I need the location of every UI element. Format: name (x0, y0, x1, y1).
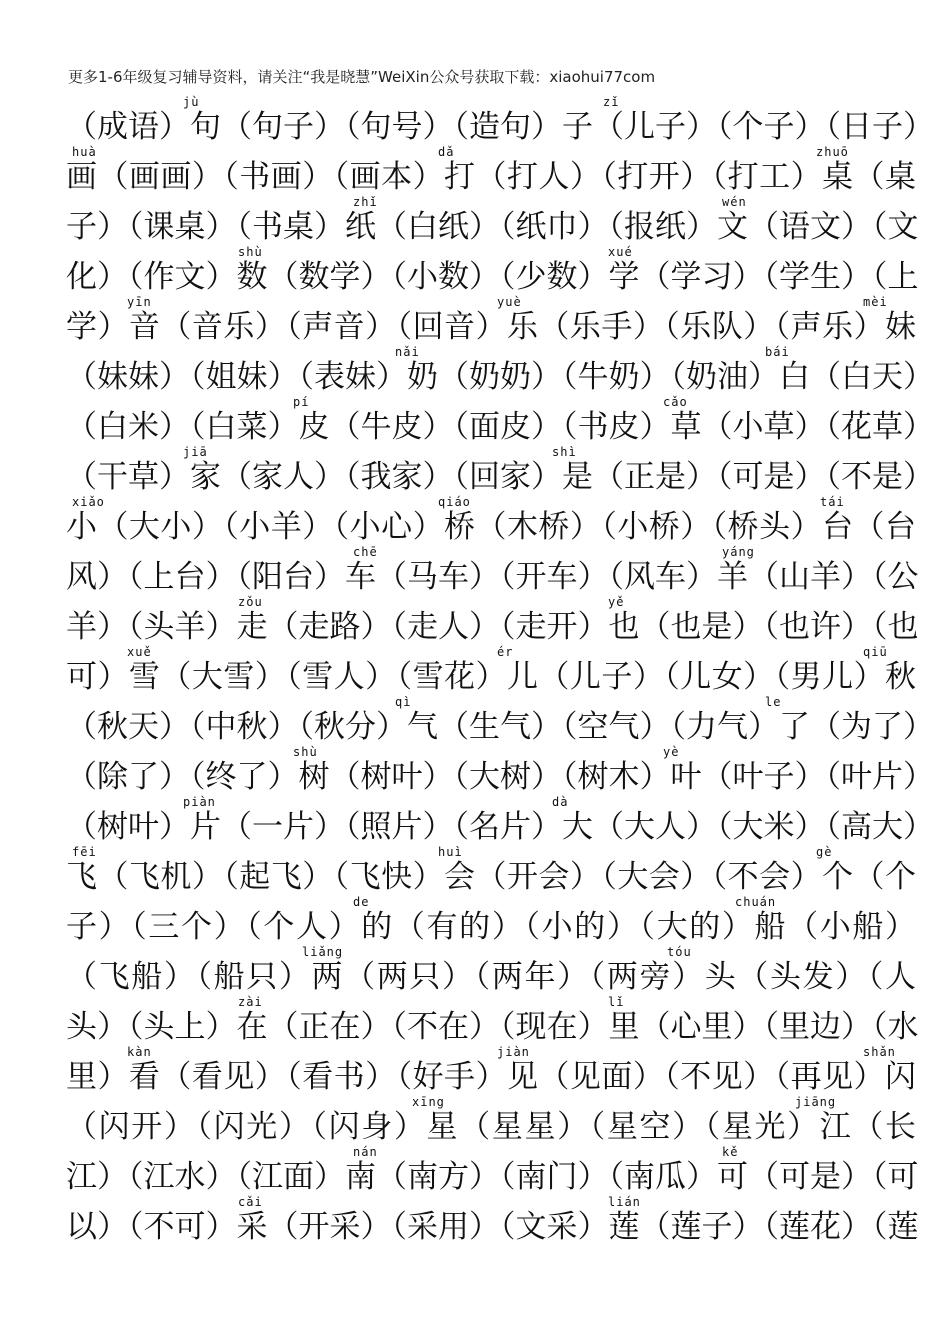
pinyin-annotation: tóu (667, 945, 692, 959)
vocab-line (66, 1144, 919, 1195)
vocab-line (66, 494, 916, 544)
pinyin-annotation: huì (438, 845, 463, 859)
vocab-line (66, 944, 916, 994)
vocab-line (66, 444, 934, 495)
vocab-line (66, 244, 919, 295)
vocab-line-text: 化）（作文）数（数学）（小数）（少数）学（学习）（学生）（上 (66, 259, 919, 295)
vocab-line-text: 飞（飞机）（起飞）（飞快）会（开会）（大会）（不会）个（个 (66, 859, 916, 895)
vocab-line-text: （妹妹）（姐妹）（表妹）奶（奶奶）（牛奶）（奶油）白（白天） (66, 359, 934, 395)
pinyin-annotation: wén (722, 195, 747, 209)
pinyin-annotation: cǎi (238, 1195, 263, 1209)
pinyin-annotation: jù (183, 95, 200, 109)
vocab-line-text: 画（画画）（书画）（画本）打（打人）（打开）（打工）桌（桌 (66, 159, 916, 195)
pinyin-annotation: lǐ (608, 995, 625, 1009)
vocab-line-text: （树叶）片（一片）（照片）（名片）大（大人）（大米）（高大） (66, 809, 934, 845)
vocab-line-text: （干草）家（家人）（我家）（回家）是（正是）（可是）（不是） (66, 459, 934, 495)
pinyin-annotation: shì (552, 445, 577, 459)
vocab-line (66, 1194, 919, 1245)
vocab-line (66, 94, 934, 145)
pinyin-annotation: yě (608, 595, 625, 609)
vocab-line-text: 可）雪（大雪）（雪人）（雪花）儿（儿子）（儿女）（男儿）秋 (66, 659, 916, 695)
pinyin-annotation: shù (238, 245, 263, 259)
vocab-line (66, 594, 919, 645)
pinyin-annotation: dà (552, 795, 569, 809)
pinyin-annotation: xué (608, 245, 633, 259)
pinyin-annotation: xīng (412, 1095, 445, 1109)
vocab-line (66, 694, 934, 745)
vocab-line (66, 1044, 916, 1094)
pinyin-annotation: tái (820, 495, 845, 509)
pinyin-annotation: jiāng (795, 1095, 837, 1109)
pinyin-annotation: pí (293, 395, 310, 409)
vocab-line-text: 学）音（音乐）（声音）（回音）乐（乐手）（乐队）（声乐）妹 (66, 309, 916, 345)
pinyin-annotation: yīn (127, 295, 152, 309)
pinyin-annotation: fēi (72, 845, 97, 859)
pinyin-annotation: shù (293, 745, 318, 759)
pinyin-annotation: chē (353, 545, 378, 559)
pinyin-annotation: yè (663, 745, 680, 759)
pinyin-annotation: ér (497, 645, 514, 659)
pinyin-annotation: jiā (183, 445, 208, 459)
vocabulary-list (66, 94, 934, 1245)
pinyin-annotation: shǎn (863, 1045, 896, 1059)
pinyin-annotation: dǎ (438, 145, 455, 159)
vocab-line-text: （成语）句（句子）（句号）（造句）子（儿子）（个子）（日子） (66, 109, 934, 145)
vocab-line-text: （除了）（终了）树（树叶）（大树）（树木）叶（叶子）（叶片） (66, 759, 934, 795)
vocab-line (66, 144, 916, 194)
pinyin-annotation: xuě (127, 645, 152, 659)
pinyin-annotation: le (765, 695, 782, 709)
pinyin-annotation: mèi (863, 295, 888, 309)
pinyin-annotation: zǒu (238, 595, 263, 609)
pinyin-annotation: gè (816, 845, 833, 859)
pinyin-annotation: piàn (183, 795, 216, 809)
pinyin-annotation: nán (353, 1145, 378, 1159)
vocab-line (66, 294, 916, 344)
vocab-line-text: （白米）（白菜）皮（牛皮）（面皮）（书皮）草（小草）（花草） (66, 409, 934, 445)
vocab-line (66, 744, 934, 795)
pinyin-annotation: kě (722, 1145, 739, 1159)
page-header-note: 更多1-6年级复习辅导资料，请关注“我是晓慧”WeiXin公众号获取下载：xiaohui77com (68, 68, 656, 86)
vocab-line-text: 风）（上台）（阳台）车（马车）（开车）（风车）羊（山羊）（公 (66, 559, 919, 595)
vocab-line (66, 544, 919, 595)
vocab-line-text: （秋天）（中秋）（秋分）气（生气）（空气）（力气）了（为了） (66, 709, 934, 745)
vocab-line-text: 江）（江水）（江面）南（南方）（南门）（南瓜）可（可是）（可 (66, 1159, 919, 1195)
vocab-line (66, 644, 916, 694)
vocab-line-text: （闪开）（闪光）（闪身）星（星星）（星空）（星光）江（长 (66, 1109, 916, 1145)
pinyin-annotation: zài (238, 995, 263, 1009)
vocab-line (66, 844, 916, 894)
vocab-line-text: 里）看（看见）（看书）（好手）见（见面）（不见）（再见）闪 (66, 1059, 916, 1095)
vocab-line-text: （飞船）（船只）两（两只）（两年）（两旁）头（头发）（人 (66, 959, 916, 995)
pinyin-annotation: yáng (722, 545, 755, 559)
pinyin-annotation: de (353, 895, 370, 909)
pinyin-annotation: jiàn (497, 1045, 530, 1059)
pinyin-annotation: qiáo (438, 495, 471, 509)
vocab-line (66, 344, 934, 395)
pinyin-annotation: qiū (863, 645, 888, 659)
pinyin-annotation: nǎi (395, 345, 420, 359)
pinyin-annotation: huà (72, 145, 97, 159)
vocab-line-text: 以）（不可）采（开采）（采用）（文采）莲（莲子）（莲花）（莲 (66, 1209, 919, 1245)
pinyin-annotation: zhuō (816, 145, 849, 159)
pinyin-annotation: yuè (497, 295, 522, 309)
vocab-line-text: 羊）（头羊）走（走路）（走人）（走开）也（也是）（也许）（也 (66, 609, 919, 645)
pinyin-annotation: chuán (735, 895, 777, 909)
pinyin-annotation: kàn (127, 1045, 152, 1059)
pinyin-annotation: lián (608, 1195, 641, 1209)
vocab-line (66, 194, 919, 245)
vocab-line-text: 头）（头上）在（正在）（不在）（现在）里（心里）（里边）（水 (66, 1009, 919, 1045)
vocab-line-text: 小（大小）（小羊）（小心）桥（木桥）（小桥）（桥头）台（台 (66, 509, 916, 545)
vocab-line (66, 994, 919, 1045)
vocab-line (66, 894, 916, 944)
pinyin-annotation: zǐ (603, 95, 620, 109)
vocab-line-text: 子）（三个）（个人）的（有的）（小的）（大的）船（小船） (66, 909, 916, 945)
vocab-line (66, 1094, 916, 1144)
pinyin-annotation: bái (765, 345, 790, 359)
pinyin-annotation: liǎng (302, 945, 344, 959)
vocab-line-text: 子）（课桌）（书桌）纸（白纸）（纸巾）（报纸）文（语文）（文 (66, 209, 919, 245)
pinyin-annotation: cǎo (663, 395, 688, 409)
pinyin-annotation: xiǎo (72, 495, 105, 509)
pinyin-annotation: qì (395, 695, 412, 709)
vocab-line (66, 794, 934, 845)
vocab-line (66, 394, 934, 445)
pinyin-annotation: zhǐ (353, 195, 378, 209)
